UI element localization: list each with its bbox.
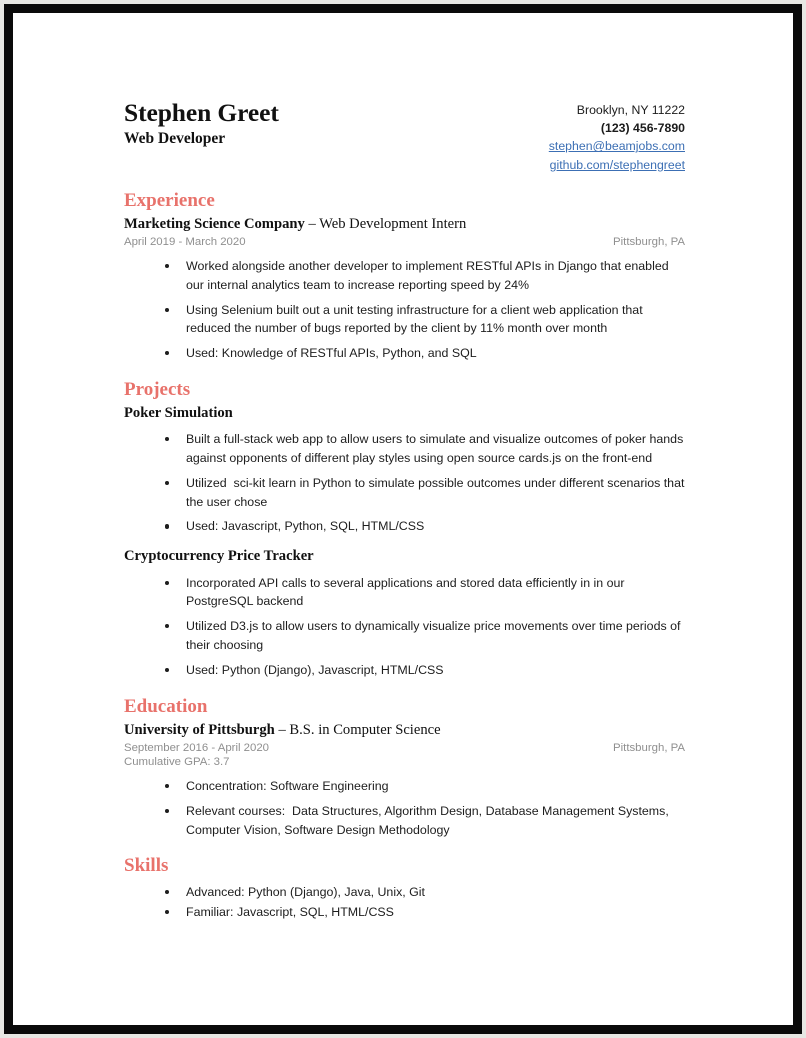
document-frame-inner bbox=[4, 4, 802, 1034]
education-separator: – bbox=[274, 721, 290, 738]
experience-location: Pittsburgh, PA bbox=[613, 235, 685, 248]
list-item: Advanced: Python (Django), Java, Unix, Git bbox=[124, 883, 685, 902]
education-meta-row bbox=[124, 741, 685, 756]
education-dates: September 2016 - April 2020 bbox=[124, 741, 270, 754]
experience-separator: – bbox=[304, 215, 320, 232]
list-item: Worked alongside another developer to implement RESTful APIs in Django that enabled our internal analytics team to increase reporting speed by 24% bbox=[124, 257, 685, 295]
list-item: Concentration: Software Engineering bbox=[124, 777, 685, 796]
education-bullet-list bbox=[124, 777, 685, 840]
list-item: Utilized sci-kit learn in Python to simulate possible outcomes under different scenarios that the user chose bbox=[124, 474, 685, 512]
list-item: Familiar: Javascript, SQL, HTML/CSS bbox=[124, 903, 685, 922]
section-education bbox=[124, 696, 685, 840]
list-item: Used: Javascript, Python, SQL, HTML/CSS bbox=[124, 517, 685, 536]
list-item: Used: Python (Django), Javascript, HTML/CSS bbox=[124, 661, 685, 680]
candidate-role: Web Developer bbox=[124, 129, 226, 147]
project-bullet-list bbox=[124, 574, 685, 680]
experience-entry-heading bbox=[124, 215, 685, 234]
list-item: Built a full-stack web app to allow users to simulate and visualize outcomes of poker hands against opponents of different play styles using open source cards.js on the front-end bbox=[124, 430, 685, 468]
section-title-experience: Experience bbox=[124, 189, 215, 211]
experience-dates: April 2019 - March 2020 bbox=[124, 235, 246, 248]
contact-block bbox=[549, 91, 685, 174]
section-title-education: Education bbox=[124, 695, 208, 717]
experience-role: Web Development Intern bbox=[319, 215, 467, 232]
project-bullet-list bbox=[124, 430, 688, 536]
project-name: Poker Simulation bbox=[124, 404, 233, 421]
list-item: Utilized D3.js to allow users to dynamically visualize price movements over time periods of their choosing bbox=[124, 617, 685, 655]
project-entry-crypto bbox=[124, 547, 685, 679]
identity-block bbox=[124, 91, 279, 149]
skills-bullet-list bbox=[124, 883, 685, 922]
experience-bullet-list bbox=[124, 257, 685, 363]
list-item: Incorporated API calls to several applications and stored data efficiently in in our PostgreSQL backend bbox=[124, 574, 685, 612]
section-title-projects: Projects bbox=[124, 379, 191, 401]
education-entry bbox=[124, 721, 685, 840]
education-location: Pittsburgh, PA bbox=[613, 741, 685, 754]
candidate-name: Stephen Greet bbox=[124, 98, 279, 127]
education-org: University of Pittsburgh bbox=[124, 721, 275, 738]
contact-email-link[interactable]: stephen@beamjobs.com bbox=[548, 139, 685, 154]
project-name: Cryptocurrency Price Tracker bbox=[124, 548, 314, 565]
section-skills bbox=[124, 855, 685, 921]
list-item: Used: Knowledge of RESTful APIs, Python, and SQL bbox=[124, 344, 685, 363]
section-projects bbox=[124, 379, 688, 680]
section-title-skills: Skills bbox=[124, 855, 169, 877]
contact-github-link[interactable]: github.com/stephengreet bbox=[549, 157, 685, 172]
education-degree: B.S. in Computer Science bbox=[289, 721, 441, 738]
experience-org: Marketing Science Company bbox=[124, 215, 305, 232]
education-gpa: Cumulative GPA: 3.7 bbox=[124, 755, 230, 768]
experience-meta-row bbox=[124, 235, 685, 250]
education-entry-heading bbox=[124, 721, 685, 740]
resume-page bbox=[13, 13, 793, 1025]
experience-entry bbox=[124, 215, 685, 364]
resume-header bbox=[124, 91, 685, 174]
section-experience bbox=[124, 190, 685, 363]
contact-phone: (123) 456-7890 bbox=[600, 121, 685, 136]
project-entry-poker bbox=[124, 404, 688, 536]
contact-location: Brooklyn, NY 11222 bbox=[576, 103, 685, 117]
list-item: Using Selenium built out a unit testing infrastructure for a client web application that reduced the number of bugs reported by the client by 11% month over month bbox=[124, 301, 685, 339]
list-item: Relevant courses: Data Structures, Algorithm Design, Database Management Systems, Computer Vision, Software Design Methodology bbox=[124, 802, 685, 840]
